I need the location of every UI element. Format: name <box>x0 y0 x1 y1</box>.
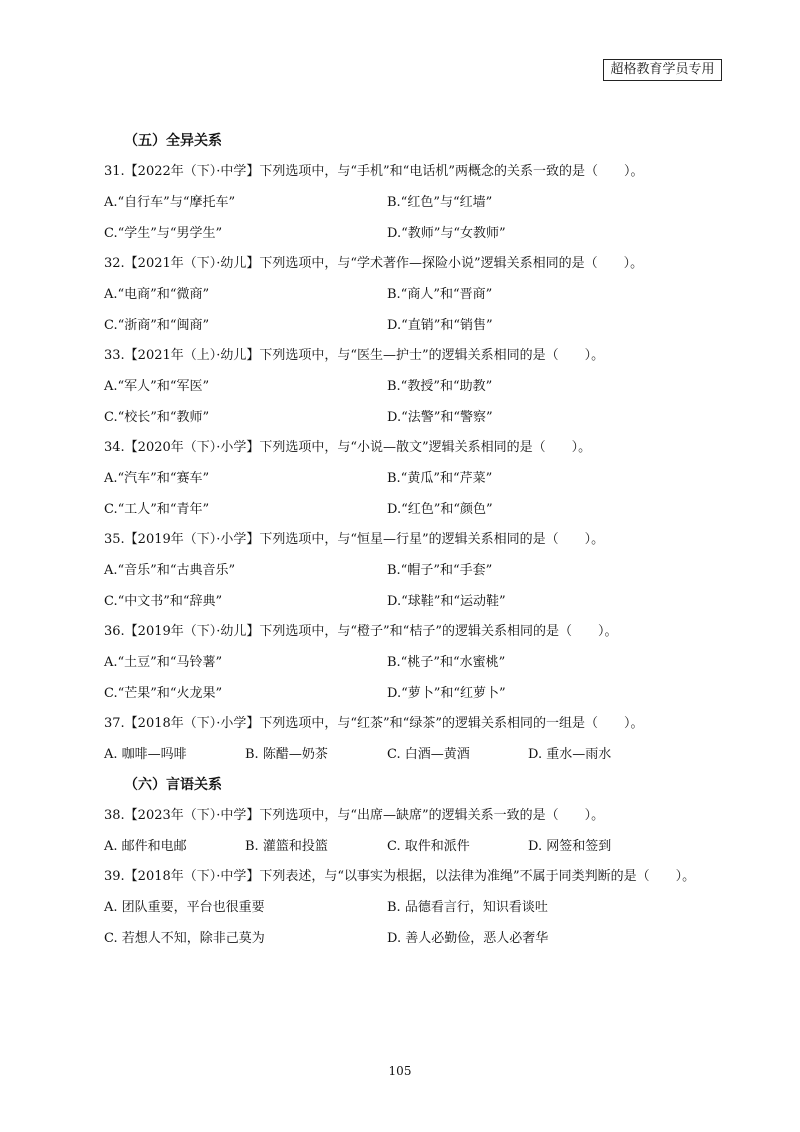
question-38-option-a: A. 邮件和电邮 <box>104 839 187 854</box>
question-37-option-a: A. 咖啡—吗啡 <box>104 747 187 762</box>
question-37-stem: 37.【2018年（下）·小学】下列选项中，与“红茶”和“绿茶”的逻辑关系相同的一组是（ ）。 <box>104 716 644 731</box>
question-38-option-d: D. 网签和签到 <box>528 839 612 854</box>
question-31-stem: 31.【2022年（下）·中学】下列选项中，与“手机”和“电话机”两概念的关系一致的是（ ）。 <box>104 164 644 179</box>
question-34-option-b: B.“黄瓜”和“芹菜” <box>387 471 493 486</box>
question-36-option-b: B.“桃子”和“水蜜桃” <box>387 655 506 670</box>
question-36-option-a: A.“土豆”和“马铃薯” <box>104 655 223 670</box>
question-37-option-d: D. 重水—雨水 <box>528 747 612 762</box>
question-33-option-a: A.“军人”和“军医” <box>104 379 210 394</box>
question-31-option-a: A.“自行车”与“摩托车” <box>104 195 236 210</box>
question-35-option-c: C.“中文书”和“辞典” <box>104 594 223 609</box>
question-34-option-a: A.“汽车”和“赛车” <box>104 471 210 486</box>
question-35-stem: 35.【2019年（下）·小学】下列选项中，与“恒星—行星”的逻辑关系相同的是（ ）。 <box>104 532 605 547</box>
question-39-option-a: A. 团队重要，平台也很重要 <box>104 900 265 915</box>
question-39-option-b: B. 品德看言行，知识看谈吐 <box>387 900 548 915</box>
question-33-option-c: C.“校长”和“教师” <box>104 410 210 425</box>
question-34-stem: 34.【2020年（下）·小学】下列选项中，与“小说—散文”逻辑关系相同的是（ ）。 <box>104 440 592 455</box>
question-38-option-c: C. 取件和派件 <box>387 839 470 854</box>
question-32-option-b: B.“商人”和“晋商” <box>387 287 493 302</box>
question-33-stem: 33.【2021年（上）·幼儿】下列选项中，与“医生—护士”的逻辑关系相同的是（ ）。 <box>104 348 605 363</box>
question-39-stem: 39.【2018年（下）·中学】下列表述，与“以事实为根据，以法律为准绳”不属于同类判断的是（ ）。 <box>104 869 696 884</box>
question-33-option-b: B.“教授”和“助教” <box>387 379 493 394</box>
question-37-option-b: B. 陈醋—奶茶 <box>245 747 328 762</box>
question-32-option-c: C.“浙商”和“闽商” <box>104 318 210 333</box>
question-32-stem: 32.【2021年（下）·幼儿】下列选项中，与“学术著作—探险小说”逻辑关系相同的是（ ）。 <box>104 256 644 271</box>
question-35-option-a: A.“音乐”和“古典音乐” <box>104 563 236 578</box>
question-34-option-d: D.“红色”和“颜色” <box>387 502 493 517</box>
question-38-stem: 38.【2023年（下）·中学】下列选项中，与“出席—缺席”的逻辑关系一致的是（ ）。 <box>104 808 605 823</box>
section-title-disjoint: （五）全异关系 <box>124 133 222 149</box>
question-37-option-c: C. 白酒—黄酒 <box>387 747 470 762</box>
question-33-option-d: D.“法警”和“警察” <box>387 410 493 425</box>
question-35-option-b: B.“帽子”和“手套” <box>387 563 493 578</box>
question-36-stem: 36.【2019年（下）·幼儿】下列选项中，与“橙子”和“桔子”的逻辑关系相同的是（ ）。 <box>104 624 618 639</box>
question-36-option-d: D.“萝卜”和“红萝卜” <box>387 686 506 701</box>
question-36-option-c: C.“芒果”和“火龙果” <box>104 686 223 701</box>
question-32-option-d: D.“直销”和“销售” <box>387 318 493 333</box>
question-34-option-c: C.“工人”和“青年” <box>104 502 210 517</box>
question-32-option-a: A.“电商”和“微商” <box>104 287 210 302</box>
page-number: 105 <box>388 1064 412 1078</box>
question-31-option-c: C.“学生”与“男学生” <box>104 226 223 241</box>
question-31-option-d: D.“教师”与“女教师” <box>387 226 506 241</box>
question-38-option-b: B. 灌篮和投篮 <box>245 839 328 854</box>
question-35-option-d: D.“球鞋”和“运动鞋” <box>387 594 506 609</box>
question-31-option-b: B.“红色”与“红墙” <box>387 195 493 210</box>
question-39-option-d: D. 善人必勤俭，恶人必奢华 <box>387 931 549 946</box>
student-only-badge: 超格教育学员专用 <box>603 59 722 81</box>
section-title-verbal: （六）言语关系 <box>124 777 222 793</box>
question-39-option-c: C. 若想人不知，除非己莫为 <box>104 931 265 946</box>
